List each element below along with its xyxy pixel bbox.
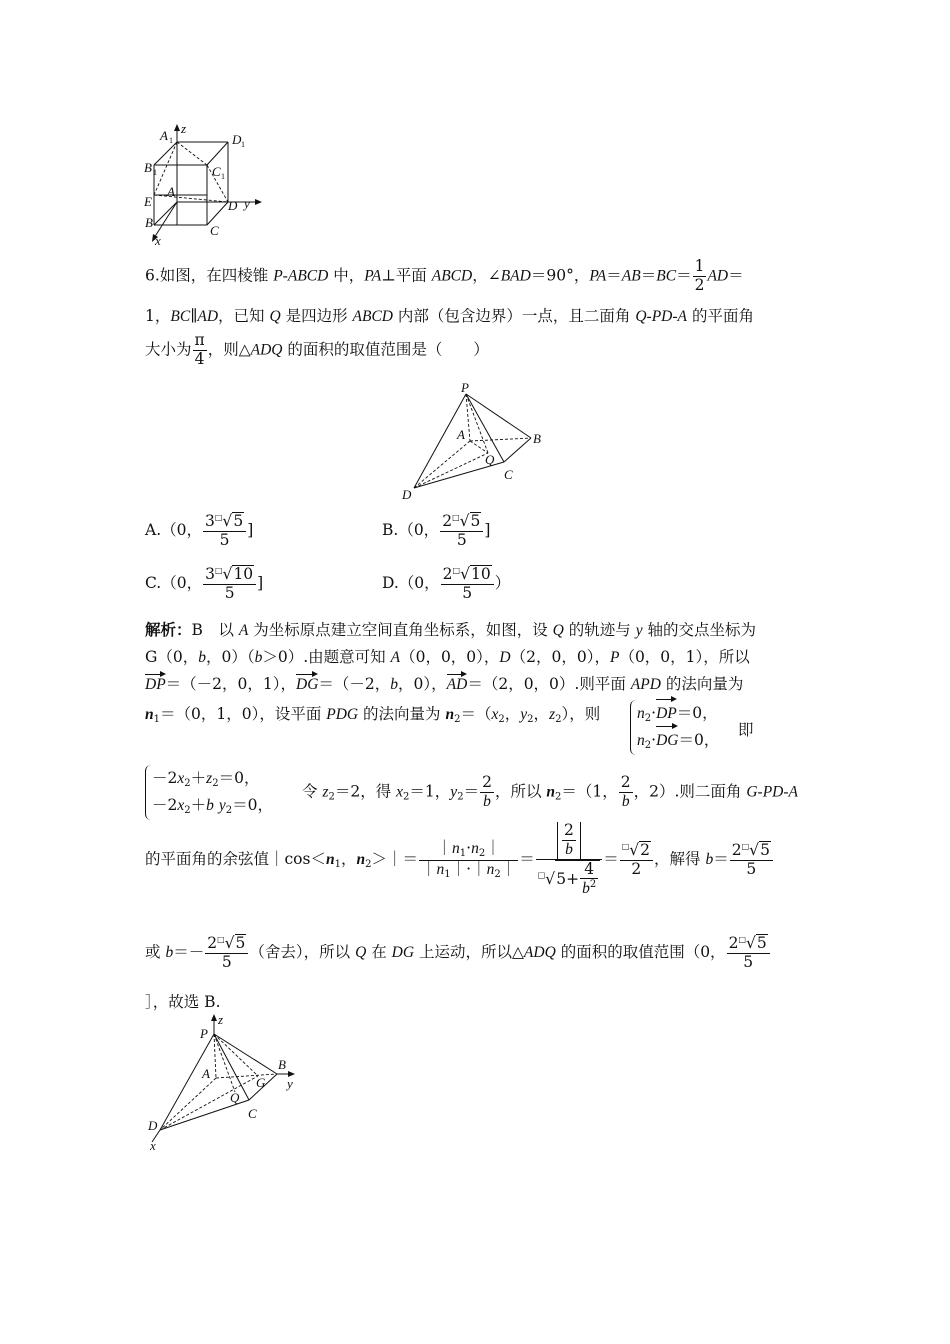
fraction-half: $\frac{1}{2}$	[694, 257, 705, 294]
label-E: E	[144, 194, 152, 209]
label-C1: C	[212, 164, 221, 179]
pyramid-figure	[398, 378, 558, 506]
label-y: y	[244, 196, 250, 211]
label-G: G	[256, 1075, 266, 1090]
label-y: y	[287, 1076, 293, 1091]
label-Q: Q	[230, 1090, 240, 1105]
label-P: P	[200, 1026, 208, 1041]
label-C: C	[504, 467, 513, 482]
label-x: x	[150, 1138, 156, 1153]
label-A: A	[457, 427, 465, 442]
label-P: P	[461, 380, 469, 395]
fraction-pi-4: $\frac{\pi}{4}$	[194, 331, 205, 368]
label-B: B	[533, 431, 541, 446]
problem-line-2: 1，BC∥AD，已知 Q 是四边形 ABCD 内部（包含边界）一点，且二面角 Q-PD-A 的平面角	[145, 307, 754, 325]
label-C: C	[248, 1106, 257, 1121]
solution-line-8: ］，故选 B.	[145, 993, 221, 1011]
label-x: x	[155, 233, 161, 248]
label-D: D	[228, 198, 238, 213]
label-A1: A	[160, 128, 168, 143]
label-B: B	[278, 1057, 286, 1072]
svg-text:1: 1	[221, 172, 225, 181]
solution-line-1: 解析：B 以 A 为坐标原点建立空间直角坐标系，如图，设 Q 的轨迹与 y 轴的交点坐标为	[145, 620, 757, 639]
problem-line-3: 大小为 $\frac{\pi}{4}$ ，则△ADQ 的面积的取值范围是（ ）	[145, 331, 489, 368]
label-D1: D	[232, 132, 242, 147]
solution-line-4: $n_1=(0$，1，0），设平面 PDG 的法向量为 $n_2=(x_2$，$y_2$，$z_2$），则	[145, 705, 601, 725]
system-normal: $n_2\cdot DP=0$， $n_2\cdot DG=0$，	[630, 700, 719, 755]
svg-text:1: 1	[169, 136, 173, 145]
problem-line-1: 6.如图，在四棱锥 P-ABCD 中，PA⊥平面 ABCD，∠BAD＝90°，PA＝AB＝BC＝ $\frac{1}{2}$ AD＝	[145, 257, 744, 294]
label-z: z	[218, 1012, 224, 1027]
label-B: B	[145, 215, 153, 230]
system-equations: $-2x_2+z_2=0$， $-2x_2+b$ $y_2=0$，	[145, 765, 273, 820]
solution-line-3: DP＝（－2，0，1），DG＝（－2，b，0），AD＝（2，0，0）.则平面 APD 的法向量为	[145, 675, 744, 693]
option-b[interactable]: B.（0， $\frac{2^□√5}{5}$ ]	[382, 512, 491, 549]
cube-figure	[140, 120, 270, 250]
ji: 即	[738, 721, 754, 739]
svg-text:1: 1	[241, 140, 245, 149]
label-z: z	[181, 121, 187, 136]
label-D: D	[402, 487, 412, 502]
label-Q: Q	[485, 452, 495, 467]
option-a[interactable]: A.（0， $\frac{3^□√5}{5}$ ]	[145, 512, 254, 549]
label-A: A	[167, 184, 175, 199]
label-B1: B	[144, 160, 152, 175]
option-c[interactable]: C.（0， $\frac{3^□√10}{5}$ ]	[145, 565, 264, 602]
solution-line-2: G（0，b，0）（b＞0）.由题意可知 A（0，0，0），D（2，0，0），P（0，0，1），所以	[145, 648, 750, 666]
pyramid-axes-figure	[140, 1012, 310, 1154]
solution-line-7: 或 b＝－ $\frac{2^□√5}{5}$ （舍去），所以 Q 在 DG 上运动，所以△ADQ 的面积的取值范围（0， $\frac{2^□√5}{5}$	[145, 934, 771, 972]
solution-line-5: 令 $z_2=2$，得 $x_2=1$，$y_2=$ $\frac{2}{b}$ ，所以 $n_2=(1$， $\frac{2}{b}$ ，2）.则二面角 G-PD-A	[302, 773, 799, 810]
option-d[interactable]: D.（0， $\frac{2^□√10}{5}$ ）	[382, 565, 511, 602]
svg-text:1: 1	[153, 168, 157, 177]
label-D: D	[148, 1118, 158, 1133]
label-A: A	[202, 1066, 210, 1081]
label-C: C	[210, 223, 219, 238]
solution-line-6: 的平面角的余弦值$|\cos<n_1$，$n_2>|=$ $\frac{|n_1\cdot n_2|}{|n_1|\cdot|n_2|}$ ＝ $\frac{2}{b}$ □√5+ $\frac{4}{b^2}$ ＝ $\frac{^□√2}{2}$ ，解得 b＝ $\frac{2^□√5}{5}$	[145, 822, 774, 898]
